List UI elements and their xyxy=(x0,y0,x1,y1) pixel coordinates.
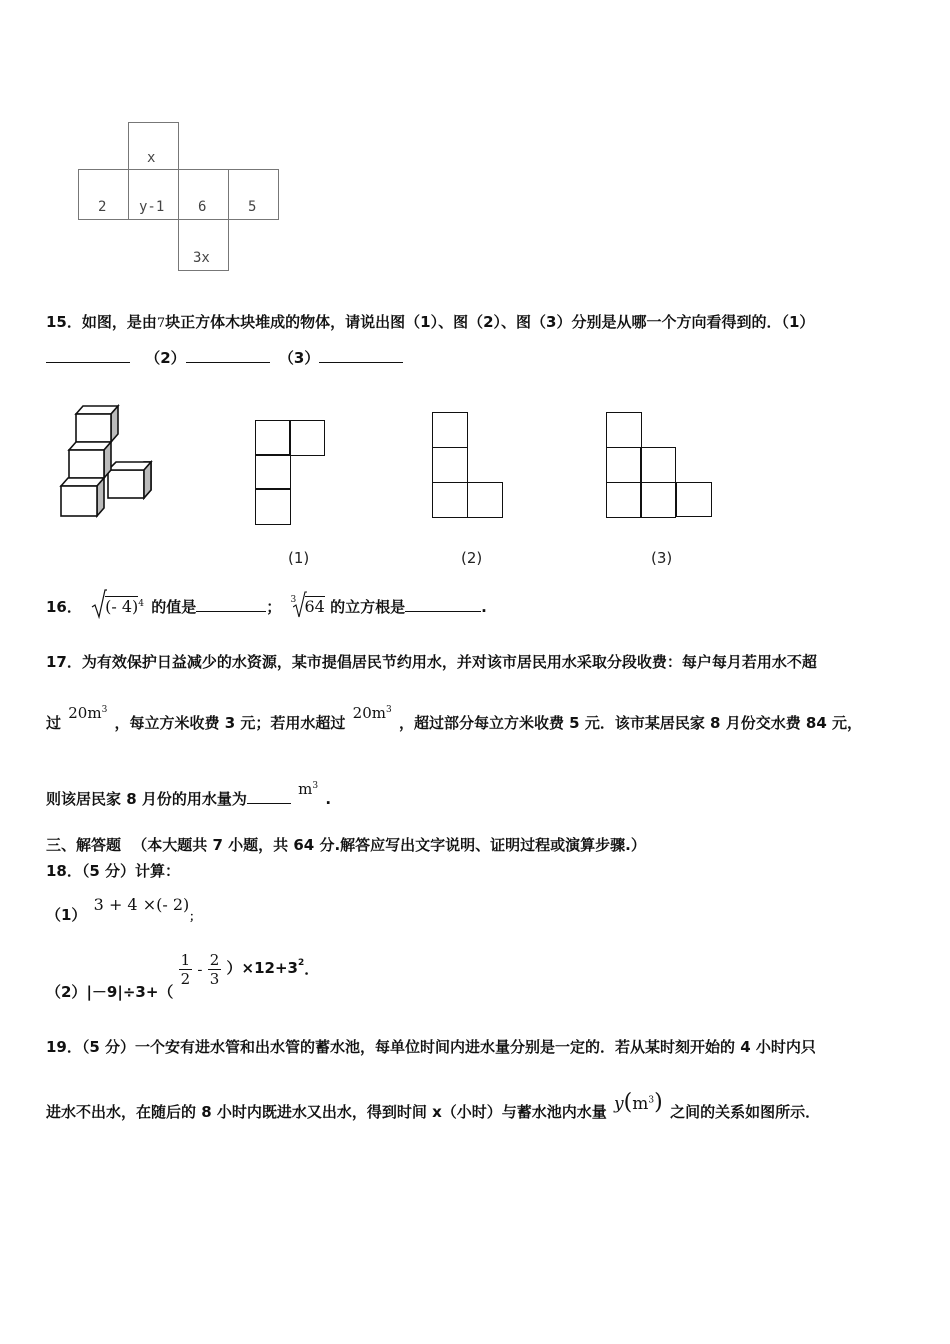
answer-blank-4[interactable] xyxy=(196,611,266,612)
view3-square xyxy=(606,412,642,448)
unit-m3: $m^3$ xyxy=(298,780,319,798)
caption-3: (3) xyxy=(651,549,673,567)
radical-sign-icon xyxy=(91,589,107,619)
q18-head: 18．（5 分）计算： xyxy=(46,862,181,880)
answer-blank-1[interactable] xyxy=(46,362,130,363)
view1-square xyxy=(255,420,291,456)
unit-20m3: $20m^3$ xyxy=(68,704,108,722)
q16: 16． (- 4)$^4$ 的值是 ； 3 64 的立方根是 . xyxy=(46,596,487,617)
view2-square xyxy=(432,482,468,518)
q15-line2: （2） （3） xyxy=(46,347,403,368)
view3-square xyxy=(676,482,712,517)
caption-1: (1) xyxy=(288,549,310,567)
q17-line2: 过 $20m^3$ ，每立方米收费 3 元；若用水超过 $20m^3$ ，超过部分每立方米收费 5 元．该市某居民家 8 月份交水费 84 元， xyxy=(46,704,863,732)
net-label-2: y-1 xyxy=(139,199,165,215)
view3-square xyxy=(640,447,676,483)
stacked-cubes-figure xyxy=(56,400,156,525)
sqrt-expression: (- 4)$^4$ xyxy=(91,597,144,616)
q15-seven: 7 xyxy=(156,316,166,331)
answer-blank-5[interactable] xyxy=(405,611,481,612)
net-label-bottom: 3x xyxy=(193,250,210,266)
view1-square xyxy=(255,454,291,490)
q19-line1: 19．（5 分）一个安有进水管和出水管的蓄水池，每单位时间内进水量分别是一定的．若从某时刻开始的 4 小时内只 xyxy=(46,1038,816,1056)
q19-line2: 进水不出水，在随后的 8 小时内既进水又出水，得到时间 x（小时）与蓄水池内水量 $y(m^3)$ 之间的关系如图所示． xyxy=(46,1090,821,1121)
view3-square xyxy=(606,482,642,518)
view3-square xyxy=(606,447,642,483)
unit-20m3: $20m^3$ xyxy=(352,704,392,722)
fraction-one-half: $\frac{1}{2}$ xyxy=(180,951,191,988)
net-label-4: 5 xyxy=(248,199,257,215)
q17-line3: 则该居民家 8 月份的用水量为 $m^3$ . xyxy=(46,780,332,808)
net-label-top: x xyxy=(147,150,156,166)
answer-blank-2[interactable] xyxy=(186,362,270,363)
caption-2: (2) xyxy=(461,549,483,567)
y-unit-expression: $y(m^3)$ xyxy=(614,1090,663,1115)
q18-part2: （2）|－9|÷3+（ $\frac{1}{2}$ - $\frac{2}{3}$ ）$\times 12+3^2$． xyxy=(46,951,320,1001)
q15-line1: 15．如图，是由7块正方体木块堆成的物体，请说出图（1）、图（2）、图（3）分别是从哪一个方向看得到的．（1） xyxy=(46,313,815,331)
cube-root-expression: 3 64 xyxy=(289,597,325,616)
view1-square xyxy=(255,488,291,525)
view2-square xyxy=(432,447,468,483)
radical-sign-icon xyxy=(293,591,307,619)
view2-square xyxy=(467,482,503,518)
view2-square xyxy=(432,412,468,448)
answer-blank-3[interactable] xyxy=(319,362,403,363)
section-3-header: 三、解答题 （本大题共 7 小题，共 64 分.解答应写出文字说明、证明过程或演算步骤.） xyxy=(46,836,646,854)
net-label-3: 6 xyxy=(198,199,207,215)
q17-line1: 17．为有效保护日益减少的水资源，某市提倡居民节约用水，并对该市居民用水采取分段收费：每户每月若用水不超 xyxy=(46,653,817,671)
q18-part1: （1） 3 + 4 ×(- 2)； xyxy=(46,895,201,924)
net-label-1: 2 xyxy=(98,199,107,215)
view1-square xyxy=(289,420,325,456)
fraction-two-thirds: $\frac{2}{3}$ xyxy=(209,951,220,988)
view3-square xyxy=(640,482,676,518)
answer-blank-6[interactable] xyxy=(247,803,291,804)
